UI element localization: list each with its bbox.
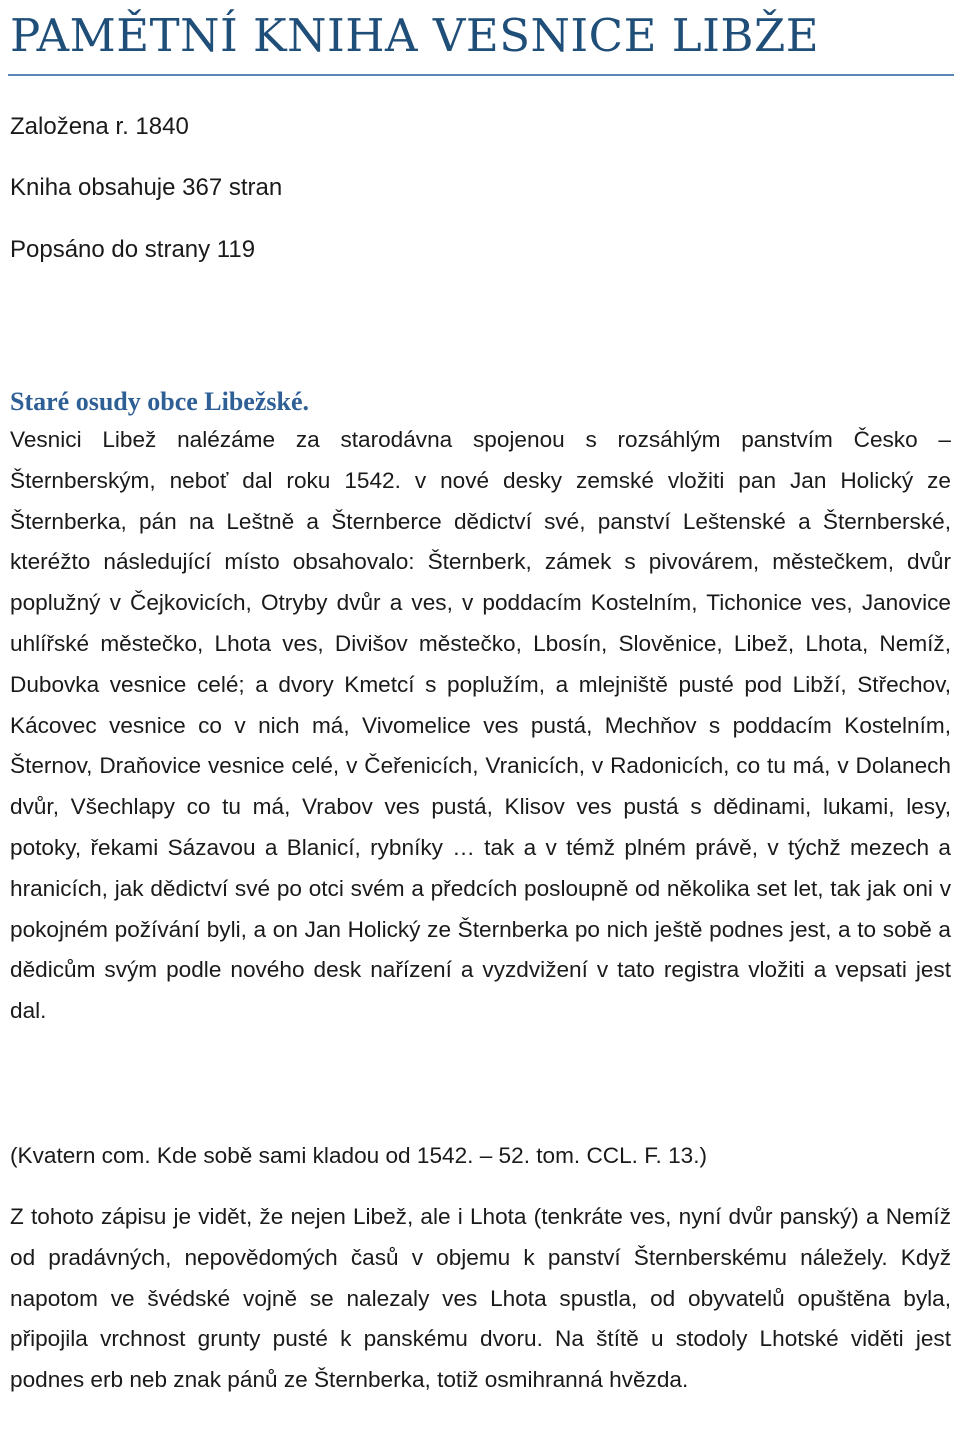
paragraph-history: Vesnici Libež nalézáme za starodávna spojenou s rozsáhlým panstvím Česko – Šternberským, neboť dal roku 1542. v nové desky zemské vložiti pan Jan Holický ze Šternberka, pán na Leštně a Šternberce dědictví své, panství Leštenské a Šternberské, kteréžto následující místo obsahovalo: Šternberk, zámek s pivovárem, městečkem, dvůr poplužný v Čejkovicích, Otryby dvůr a ves, v poddacím Kostelním, Tichonice ves, Janovice uhlířské městečko, Lhota ves, Divišov městečko, Lbosín, Slověnice, Libež, Lhota, Nemíž, Dubovka vesnice celé; a dvory Kmetcí s poplužím, a mlejniště pusté pod Libží, Střechov, Kácovec vesnice co v nich má, Vivomelice ves pustá, Mechňov s poddacím Kostelním, Šternov, Draňovice vesnice celé, v Čeřenicích, Vranicích, v Radonicích, co tu má, v Dolanech dvůr, Všechlapy co tu má, Vrabov ves pustá, Klisov ves pustá s dědinami, lukami, lesy, potoky, řekami Sázavou a Blanicí, rybníky … tak a v témž plném právě, v týchž mezech a hranicích, jak dědictví své po otci svém a předcích posloupně od několika set let, tak jak oni v pokojném požívání byli, a on Jan Holický ze Šternberka po nich ještě podnes jest, a to sobě a dědicům svým podle nového desk nařízení a vyzdvižení v tato registra vložiti a vepsati jest dal.	[10, 427, 951, 1024]
written-pages-line: Popsáno do strany 119	[10, 236, 256, 263]
section-heading: Staré osudy obce Libežské.	[10, 387, 309, 416]
paragraph-conclusion: Z tohoto zápisu je vidět, že nejen Libež, ale i Lhota (tenkráte ves, nyní dvůr panský) a Nemíž od pradávných, nepovědomých časů v objemu k panství Šternberskému náležely. Když napotom ve švédské vojně se nalezaly ves Lhota spustla, od obyvatelů opuštěna byla, připojila vrchnost grunty pusté k panskému dvoru. Na štítě u stodoly Lhotské viděti jest podnes erb neb znak pánů ze Šternberka, totiž osmihranná hvězda.	[10, 1204, 951, 1393]
paragraph-citation: (Kvatern com. Kde sobě sami kladou od 1542. – 52. tom. CCL. F. 13.)	[10, 1143, 707, 1168]
title-underline	[8, 74, 954, 76]
page-count-line: Kniha obsahuje 367 stran	[10, 174, 283, 201]
founded-line: Založena r. 1840	[10, 113, 189, 140]
document-title: PAMĚTNÍ KNIHA VESNICE LIBŽE	[10, 9, 820, 62]
